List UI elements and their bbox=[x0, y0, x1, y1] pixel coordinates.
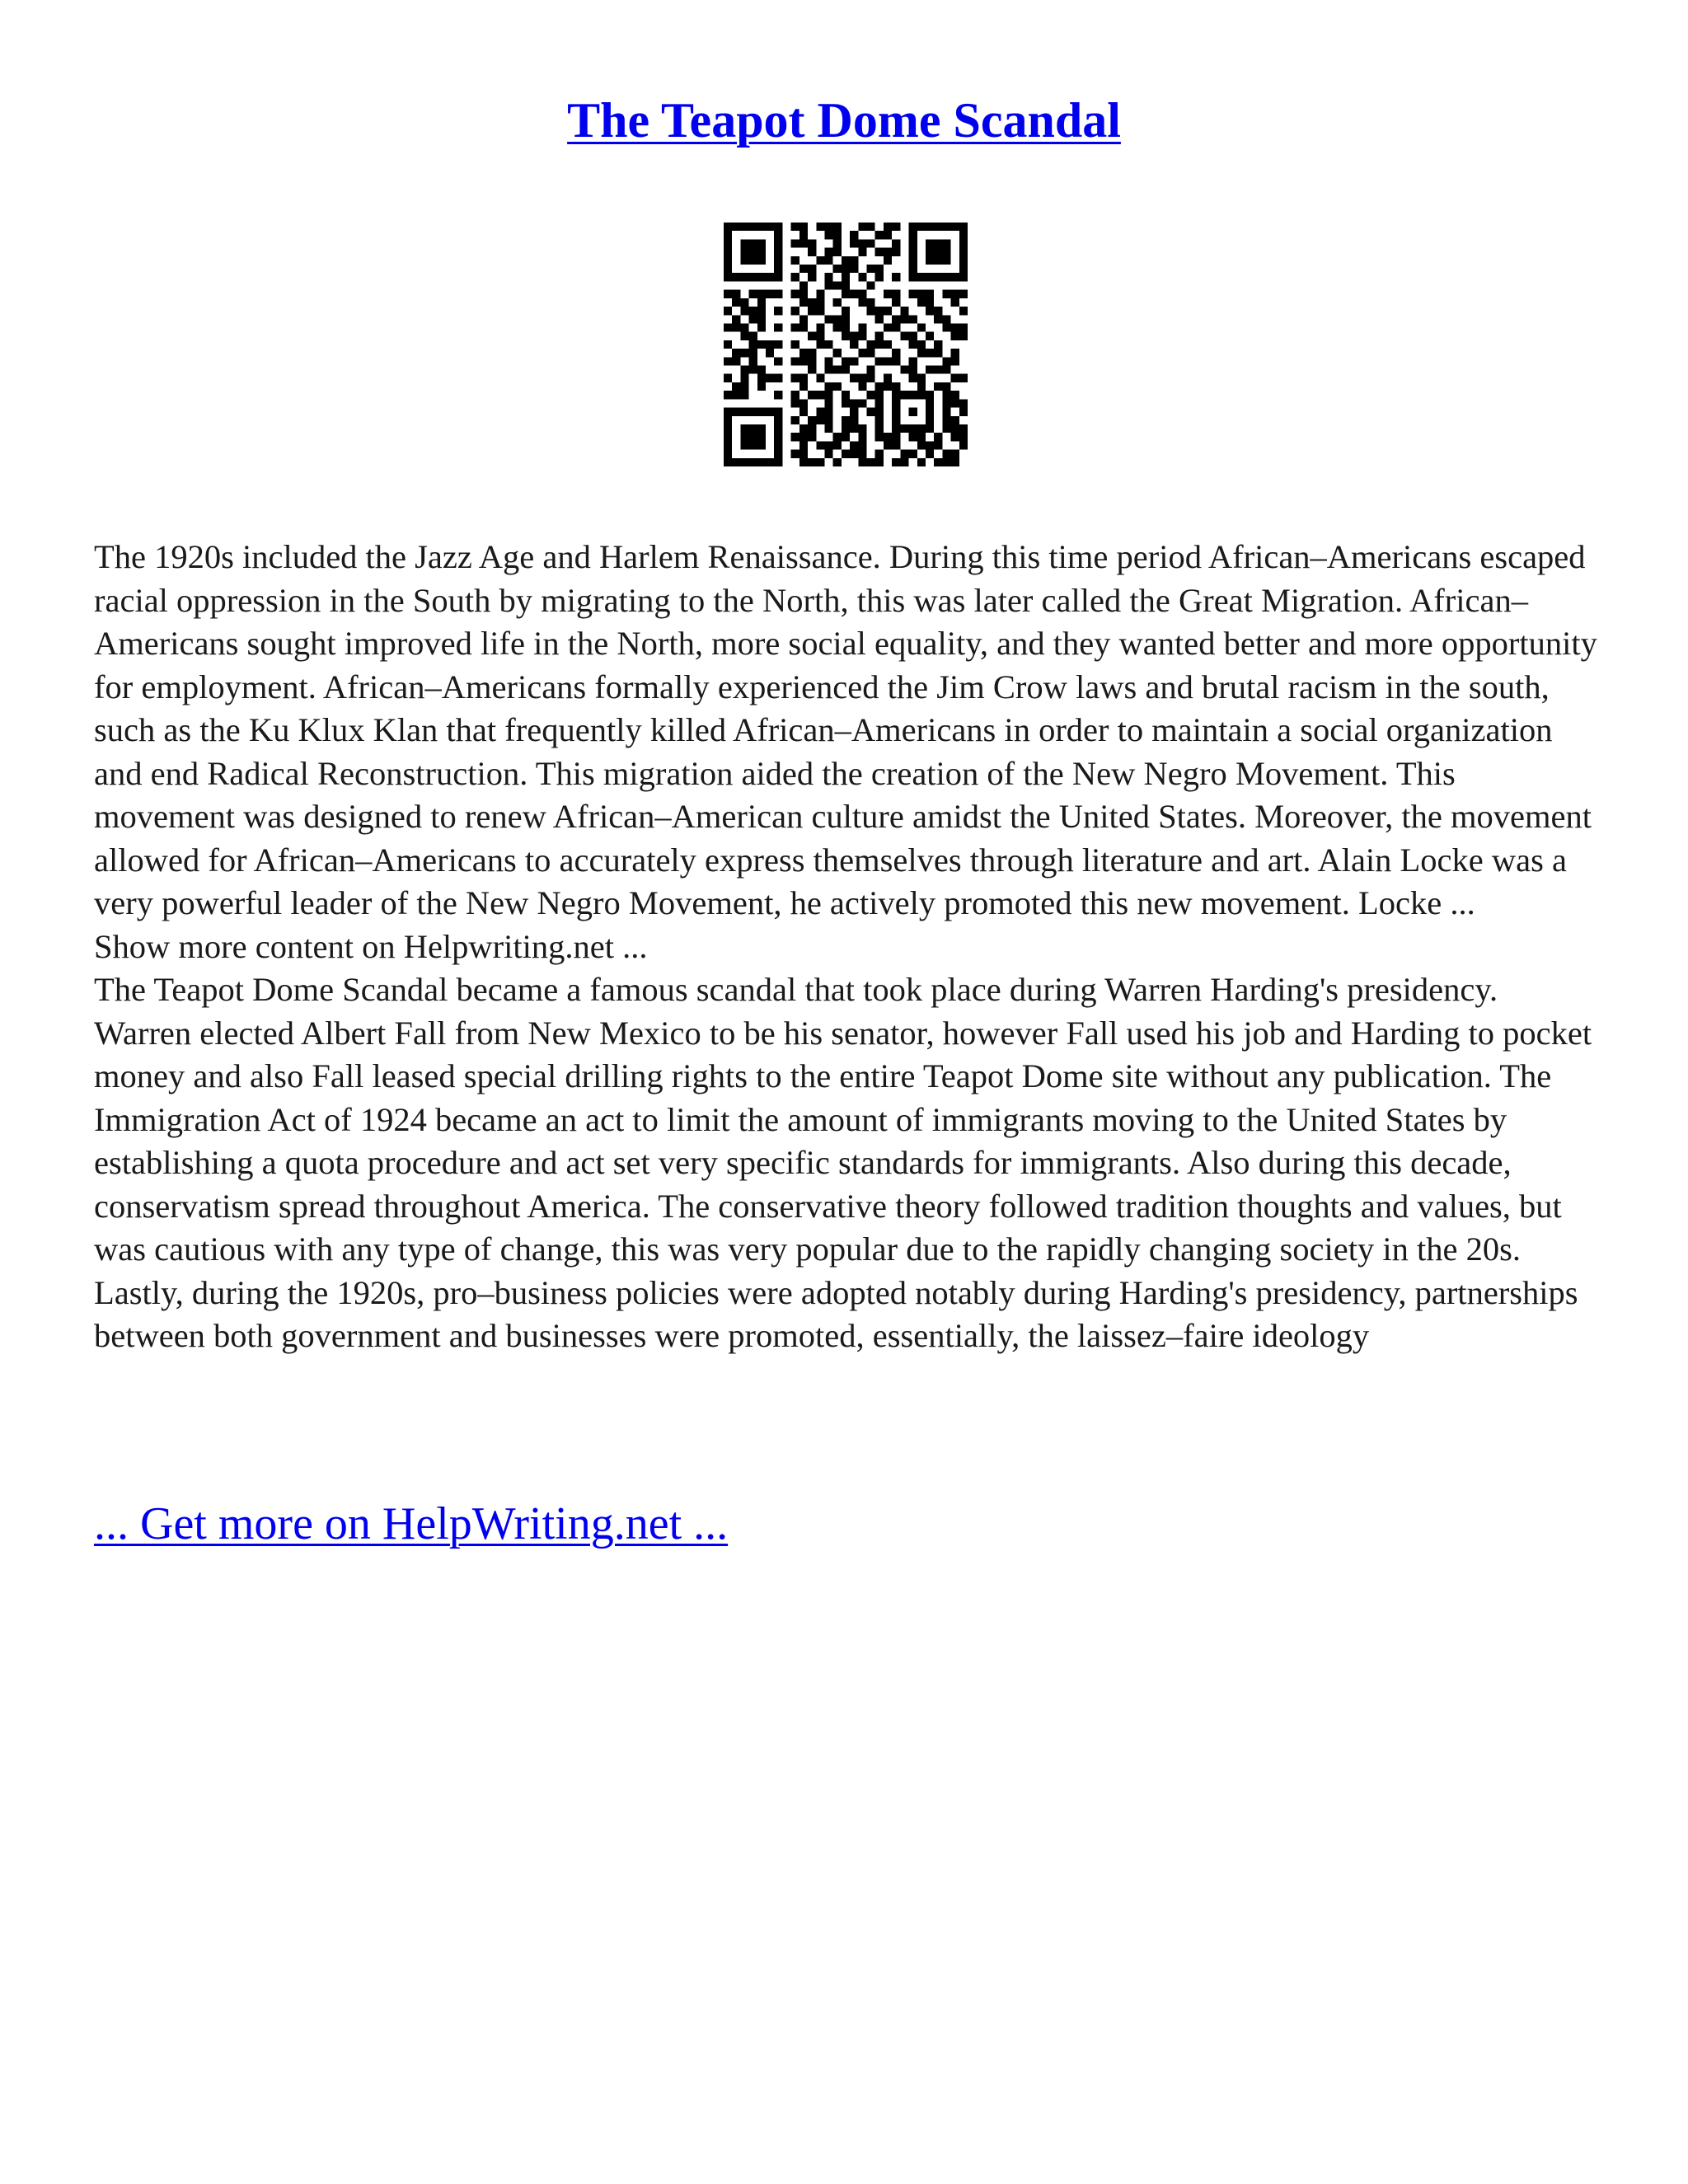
page-title bbox=[0, 87, 1688, 153]
title-link[interactable]: The Teapot Dome Scandal bbox=[567, 93, 1121, 148]
show-more-text: Show more content on Helpwriting.net ... bbox=[94, 927, 648, 965]
qr-code-icon bbox=[724, 223, 968, 466]
paragraph-1: The 1920s included the Jazz Age and Harlem Renaissance. During this time period African–Americans escaped racial oppression in the South by migrating to the North, this was later called the Great Migration. African–Americans sought improved life in the North, more social equality, and they wanted better and more opportunity for employment. African–Americans formally experienced the Jim Crow laws and brutal racism in the south, such as the Ku Klux Klan that frequently killed African–Americans in order to maintain a social organization and end Radical Reconstruction. This migration aided the creation of the New Negro Movement. This movement was designed to renew African–American culture amidst the United States. Moreover, the movement allowed for African–Americans to accurately express themselves through literature and art. Alain Locke was a very powerful leader of the New Negro Movement, he actively promoted this new movement. Locke ... bbox=[94, 538, 1597, 921]
paragraph-2: The Teapot Dome Scandal became a famous scandal that took place during Warren Harding's presidency. Warren elected Albert Fall from New Mexico to be his senator, however Fall used his job and Harding to pocket money and also Fall leased special drilling rights to the entire Teapot Dome site without any publication. The Immigration Act of 1924 became an act to limit the amount of immigrants moving to the United States by establishing a quota procedure and act set very specific standards for immigrants. Also during this decade, conservatism spread throughout America. The conservative theory followed tradition thoughts and values, but was cautious with any type of change, this was very popular due to the rapidly changing society in the 20s. Lastly, during the 1920s, pro–business policies were adopted notably during Harding's presidency, partnerships between both government and businesses were promoted, essentially, the laissez–faire ideology bbox=[94, 971, 1592, 1354]
article-body bbox=[94, 536, 1602, 1358]
get-more-link-container bbox=[94, 1495, 728, 1553]
get-more-link[interactable]: ... Get more on HelpWriting.net ... bbox=[94, 1498, 729, 1549]
